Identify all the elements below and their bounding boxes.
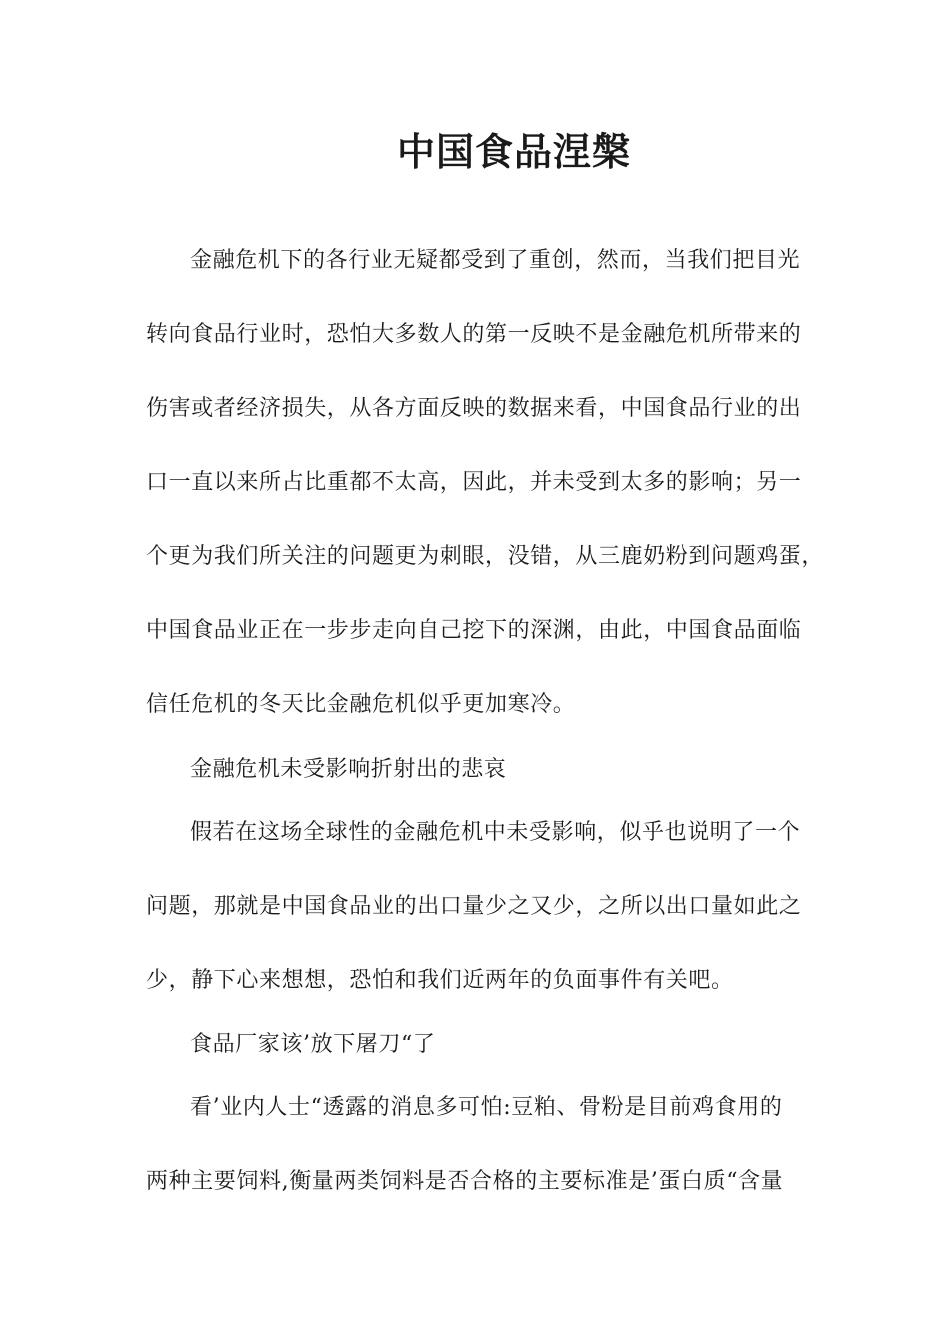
paragraph-1-line-2: 转向食品行业时，恐怕大多数人的第一反映不是金融危机所带来的 xyxy=(146,322,802,347)
paragraph-1-line-7: 信任危机的冬天比金融危机似乎更加寒冷。 xyxy=(146,692,576,717)
paragraph-1-line-3: 伤害或者经济损失，从各方面反映的数据来看，中国食品行业的出 xyxy=(146,396,802,421)
document-title: 中国食品涅槃 xyxy=(396,129,631,174)
paragraph-1-line-5: 个更为我们所关注的问题更为刺眼，没错，从三鹿奶粉到问题鸡蛋， xyxy=(146,544,825,569)
paragraph-1-line-6: 中国食品业正在一步步走向自己挖下的深渊，由此，中国食品面临 xyxy=(146,618,802,643)
paragraph-2-line-1: 假若在这场全球性的金融危机中未受影响，似乎也说明了一个 xyxy=(190,820,801,845)
paragraph-2-line-2: 问题，那就是中国食品业的出口量少之又少，之所以出口量如此之 xyxy=(146,894,802,919)
paragraph-1-line-4: 口一直以来所占比重都不太高，因此，并未受到太多的影响；另一 xyxy=(146,470,802,495)
paragraph-1-line-1: 金融危机下的各行业无疑都受到了重创，然而，当我们把目光 xyxy=(190,248,801,273)
paragraph-2-line-3: 少，静下心来想想，恐怕和我们近两年的负面事件有关吧。 xyxy=(146,968,734,993)
paragraph-3-line-2: 两种主要饲料,衡量两类饲料是否合格的主要标准是’蛋白质“含量 xyxy=(146,1169,784,1194)
section-heading-2: 食品厂家该’放下屠刀“了 xyxy=(190,1032,436,1057)
paragraph-3-line-1: 看’业内人士“透露的消息多可怕:豆粕、骨粉是目前鸡食用的 xyxy=(190,1095,783,1120)
section-heading-1: 金融危机未受影响折射出的悲哀 xyxy=(190,757,507,782)
